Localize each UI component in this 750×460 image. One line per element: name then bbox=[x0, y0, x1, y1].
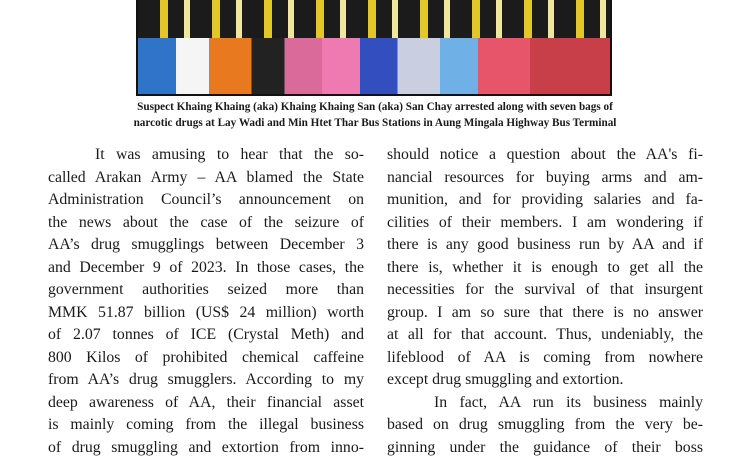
text-line: group. I am so sure that there is no answer bbox=[387, 303, 703, 321]
article-column-left bbox=[48, 144, 364, 459]
text-line: munition, and for providing salaries and fa- bbox=[387, 191, 703, 208]
text-line: at all for that account. Thus, undeniably, the bbox=[387, 326, 703, 343]
text-line: is mainly coming from the illegal business bbox=[48, 416, 364, 433]
article-column-right bbox=[387, 144, 703, 459]
text-line: should notice a question about the AA's fi- bbox=[387, 146, 703, 163]
text-line: In fact, AA run its business mainly bbox=[434, 393, 703, 411]
text-line: cilities of their members. I am wondering if bbox=[387, 213, 703, 231]
text-line: government authorities seized more than bbox=[48, 281, 364, 298]
photo-caption bbox=[0, 99, 750, 131]
text-line: MMK 51.87 billion (US$ 24 million) worth bbox=[48, 303, 364, 321]
text-line: and December 9 of 2023. In those cases, the bbox=[48, 258, 364, 276]
text-line: It was amusing to hear that the so- bbox=[95, 146, 364, 163]
text-line: 800 Kilos of prohibited chemical caffeine bbox=[48, 348, 364, 366]
text-line: there is any good business run by AA and if bbox=[387, 236, 703, 253]
text-line: called Arakan Army – AA blamed the State bbox=[48, 168, 364, 186]
text-line: lifeblood of AA is coming from nowhere bbox=[387, 348, 703, 366]
text-line: there is, whether it is enough to get all the bbox=[387, 258, 703, 276]
text-line: deep awareness of AA, their financial asset bbox=[48, 393, 364, 411]
text-line: nancial resources for buying arms and am- bbox=[387, 168, 703, 186]
text-line: necessities for the survival of that insurgent bbox=[387, 281, 703, 298]
text-line: Administration Council’s announcement on bbox=[48, 191, 364, 208]
drug-bags-image bbox=[138, 0, 610, 40]
text-line: of drug smuggling and extortion from inno- bbox=[48, 438, 364, 456]
clothing-row-image bbox=[138, 38, 610, 94]
caption-line-1: Suspect Khaing Khaing (aka) Khaing Khaing San (aka) San Chay arrested along with seven bags of bbox=[137, 101, 613, 113]
text-line: AA’s drug smugglings between December 3 bbox=[48, 236, 364, 253]
caption-line-2: narcotic drugs at Lay Wadi and Min Htet Thar Bus Stations in Aung Mingala Highway Bus Terminal bbox=[133, 117, 617, 129]
news-photo bbox=[136, 0, 612, 96]
text-line: the news about the case of the seizure of bbox=[48, 213, 364, 231]
text-line: ginning under the guidance of their boss bbox=[387, 438, 703, 456]
text-line: of 2.07 tonnes of ICE (Crystal Meth) and bbox=[48, 326, 364, 343]
text-line: based on drug smuggling from the very be- bbox=[387, 416, 703, 433]
text-line: from AA’s drug smugglers. According to my bbox=[48, 371, 364, 388]
text-line: except drug smuggling and extortion. bbox=[387, 371, 624, 388]
